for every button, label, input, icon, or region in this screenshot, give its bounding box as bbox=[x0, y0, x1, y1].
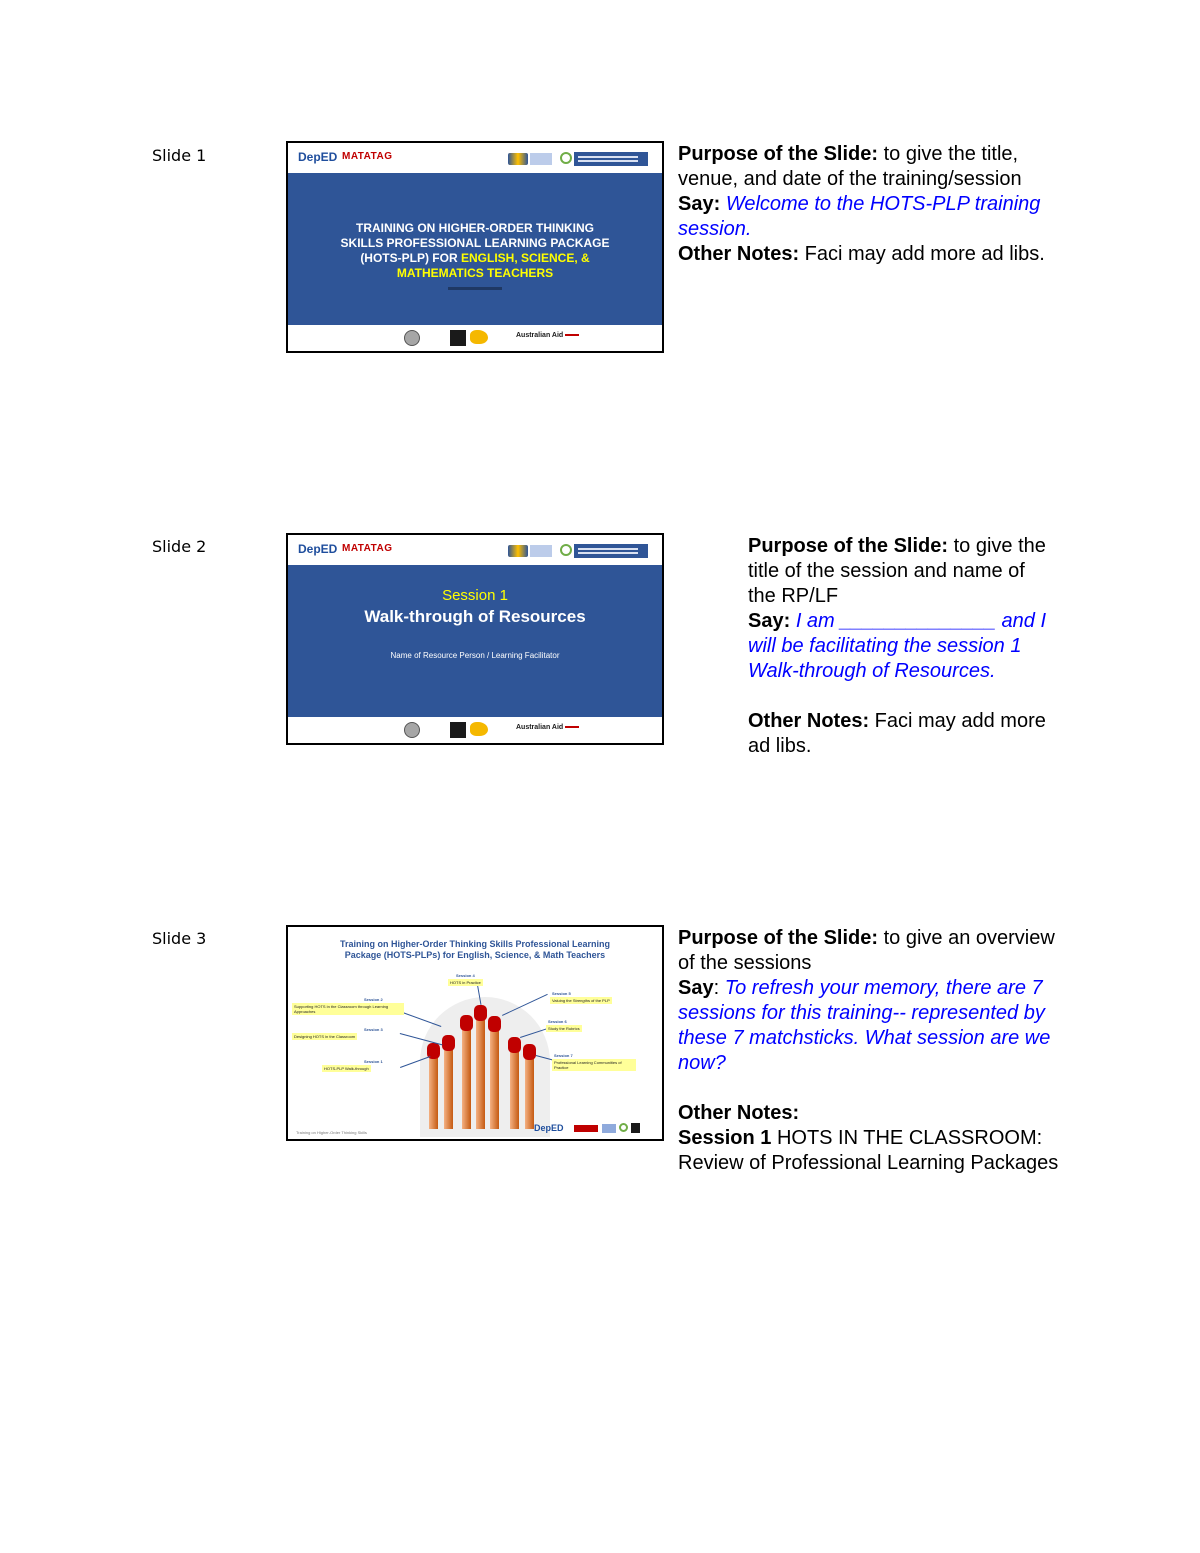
slide-1-title bbox=[288, 221, 662, 281]
session-label: Session 1 bbox=[364, 1059, 383, 1064]
session-tag: Professional Learning Communities of Practice bbox=[552, 1059, 636, 1071]
matatag-logo: MATATAG bbox=[342, 543, 393, 554]
matchstick-head bbox=[508, 1037, 521, 1053]
title-line-white: (HOTS-PLP) FOR bbox=[360, 251, 461, 265]
matchstick bbox=[525, 1048, 534, 1129]
say-label: Say: bbox=[678, 193, 721, 215]
partner-logo-icon bbox=[508, 545, 528, 557]
say-label: Say: bbox=[748, 610, 791, 632]
say-colon: : bbox=[713, 977, 725, 999]
partner-logo-icon bbox=[508, 153, 528, 165]
purpose-label: Purpose of the Slide: bbox=[678, 143, 879, 165]
institution-logo-icon bbox=[450, 722, 466, 738]
say-text: I am ______________ and I will be facilitating the session 1 Walk-through of Resources. bbox=[748, 610, 1047, 682]
partner-logo-icon bbox=[602, 1124, 616, 1133]
slide-3-footer-logos bbox=[494, 1123, 644, 1135]
venue-date-placeholder bbox=[448, 287, 502, 290]
purpose-text: to give the title of the session and name of the RP/LF bbox=[748, 535, 1046, 607]
slide-1-footer-bar bbox=[288, 325, 662, 351]
matchstick bbox=[476, 1009, 485, 1129]
aid-label: Australian Aid bbox=[516, 724, 564, 731]
purpose-label: Purpose of the Slide: bbox=[748, 535, 949, 557]
other-notes-label: Other Notes: bbox=[748, 710, 870, 732]
other-notes-text: Faci may add more ad libs. bbox=[799, 243, 1045, 265]
partner-logos bbox=[508, 543, 648, 559]
seal-logo-icon bbox=[404, 330, 420, 346]
other-notes-label: Other Notes: bbox=[678, 1102, 800, 1124]
session-label: Session 5 bbox=[552, 991, 571, 996]
matatag-logo-icon bbox=[574, 1125, 598, 1132]
session-text: HOTS IN THE CLASSROOM: Review of Professional Learning Packages bbox=[678, 1127, 1059, 1174]
say-text: Welcome to the HOTS-PLP training session. bbox=[678, 193, 1041, 240]
session-label: Session 1 bbox=[678, 1127, 772, 1149]
slide-3-notes bbox=[678, 926, 1068, 1176]
session-label: Session 2 bbox=[364, 997, 383, 1002]
purpose-label: Purpose of the Slide: bbox=[678, 927, 879, 949]
slide-2-footer-bar bbox=[288, 717, 662, 743]
say-text: To refresh your memory, there are 7 sessions for this training-- represented by these 7 matchsticks. What session are we now? bbox=[678, 977, 1051, 1074]
purpose-text: to give an overview of the sessions bbox=[678, 927, 1055, 974]
partner-logo-icon bbox=[530, 153, 552, 165]
australian-aid-logo bbox=[516, 724, 579, 731]
deped-logo: DepED bbox=[298, 542, 338, 556]
session-label: Session 7 bbox=[554, 1053, 573, 1058]
matchstick-head bbox=[523, 1044, 536, 1060]
triangle-logo-icon bbox=[560, 152, 572, 164]
institution-logo-icon bbox=[631, 1123, 640, 1133]
session-tag: HOTS in Practice bbox=[450, 980, 481, 985]
title-line-yellow: ENGLISH, SCIENCE, & bbox=[460, 251, 590, 265]
matchstick bbox=[510, 1041, 519, 1129]
matchstick-head bbox=[474, 1005, 487, 1021]
heading-line: Training on Higher-Order Thinking Skills Professional Learning bbox=[339, 939, 611, 949]
title-line bbox=[288, 251, 662, 266]
deped-logo-icon: DepED bbox=[534, 1123, 564, 1133]
slide-1-header-bar bbox=[288, 143, 662, 173]
australian-aid-logo bbox=[516, 332, 579, 339]
slide-1-notes bbox=[678, 142, 1058, 267]
slide-2-notes bbox=[748, 534, 1058, 759]
seal-logo-icon bbox=[404, 722, 420, 738]
triangle-logo-icon bbox=[560, 544, 572, 556]
purpose-text: to give the title, venue, and date of the training/session bbox=[678, 143, 1022, 190]
slide-3-footer-text: Training on Higher-Order Thinking Skills bbox=[296, 1130, 367, 1135]
session-tag: Valuing the Strengths of the PLP bbox=[552, 998, 610, 1003]
matchstick bbox=[429, 1047, 438, 1129]
aid-label: Australian Aid bbox=[516, 332, 564, 339]
session-title: Walk-through of Resources bbox=[364, 607, 586, 626]
slide-3-thumbnail bbox=[286, 925, 664, 1141]
matchstick-head bbox=[460, 1015, 473, 1031]
slide-2-thumbnail bbox=[286, 533, 664, 745]
session-tag: HOTS-PLP Walk-through bbox=[324, 1066, 369, 1071]
pnrc-logo-icon bbox=[574, 152, 648, 166]
slide-3-label: Slide 3 bbox=[152, 929, 207, 948]
partner-logo-icon bbox=[530, 545, 552, 557]
matatag-logo: MATATAG bbox=[342, 151, 393, 162]
matchstick-head bbox=[488, 1016, 501, 1032]
slide-2-header-bar bbox=[288, 535, 662, 565]
australia-map-icon bbox=[470, 330, 488, 344]
matchstick bbox=[462, 1019, 471, 1129]
arrow-icon bbox=[565, 334, 579, 336]
matchstick-head bbox=[442, 1035, 455, 1051]
facilitator-name: Name of Resource Person / Learning Facilitator bbox=[390, 651, 560, 660]
partner-logos bbox=[508, 151, 648, 167]
session-label: Session 3 bbox=[364, 1027, 383, 1032]
session-label: Session 6 bbox=[548, 1019, 567, 1024]
australia-map-icon bbox=[470, 722, 488, 736]
other-notes-label: Other Notes: bbox=[678, 243, 800, 265]
triangle-logo-icon bbox=[619, 1123, 628, 1132]
matchstick bbox=[444, 1039, 453, 1129]
arrow-icon bbox=[565, 726, 579, 728]
slide-3-heading bbox=[288, 939, 662, 961]
title-line: SKILLS PROFESSIONAL LEARNING PACKAGE bbox=[340, 236, 610, 250]
institution-logo-icon bbox=[450, 330, 466, 346]
slide-1-thumbnail bbox=[286, 141, 664, 353]
slide-2-label: Slide 2 bbox=[152, 537, 207, 556]
session-tag: Study the Rubrics bbox=[548, 1026, 580, 1031]
other-notes-text: Faci may add more ad libs. bbox=[748, 710, 1046, 757]
session-tag: Supporting HOTS in the Classroom through Learning Approaches bbox=[292, 1003, 404, 1015]
slide-1-title-panel bbox=[288, 173, 662, 327]
session-number: Session 1 bbox=[442, 587, 508, 604]
slide-1-label: Slide 1 bbox=[152, 146, 207, 165]
session-tag: Designing HOTS in the Classroom bbox=[294, 1034, 356, 1039]
heading-line: Package (HOTS-PLPs) for English, Science, & Math Teachers bbox=[344, 950, 606, 960]
pnrc-logo-icon bbox=[574, 544, 648, 558]
matchstick bbox=[490, 1020, 499, 1129]
session-label: Session 4 bbox=[456, 973, 475, 978]
say-label: Say bbox=[678, 977, 714, 999]
title-line: TRAINING ON HIGHER-ORDER THINKING bbox=[356, 221, 594, 235]
slide-2-title-panel bbox=[288, 565, 662, 719]
deped-logo: DepED bbox=[298, 150, 338, 164]
title-line: MATHEMATICS TEACHERS bbox=[396, 266, 554, 280]
